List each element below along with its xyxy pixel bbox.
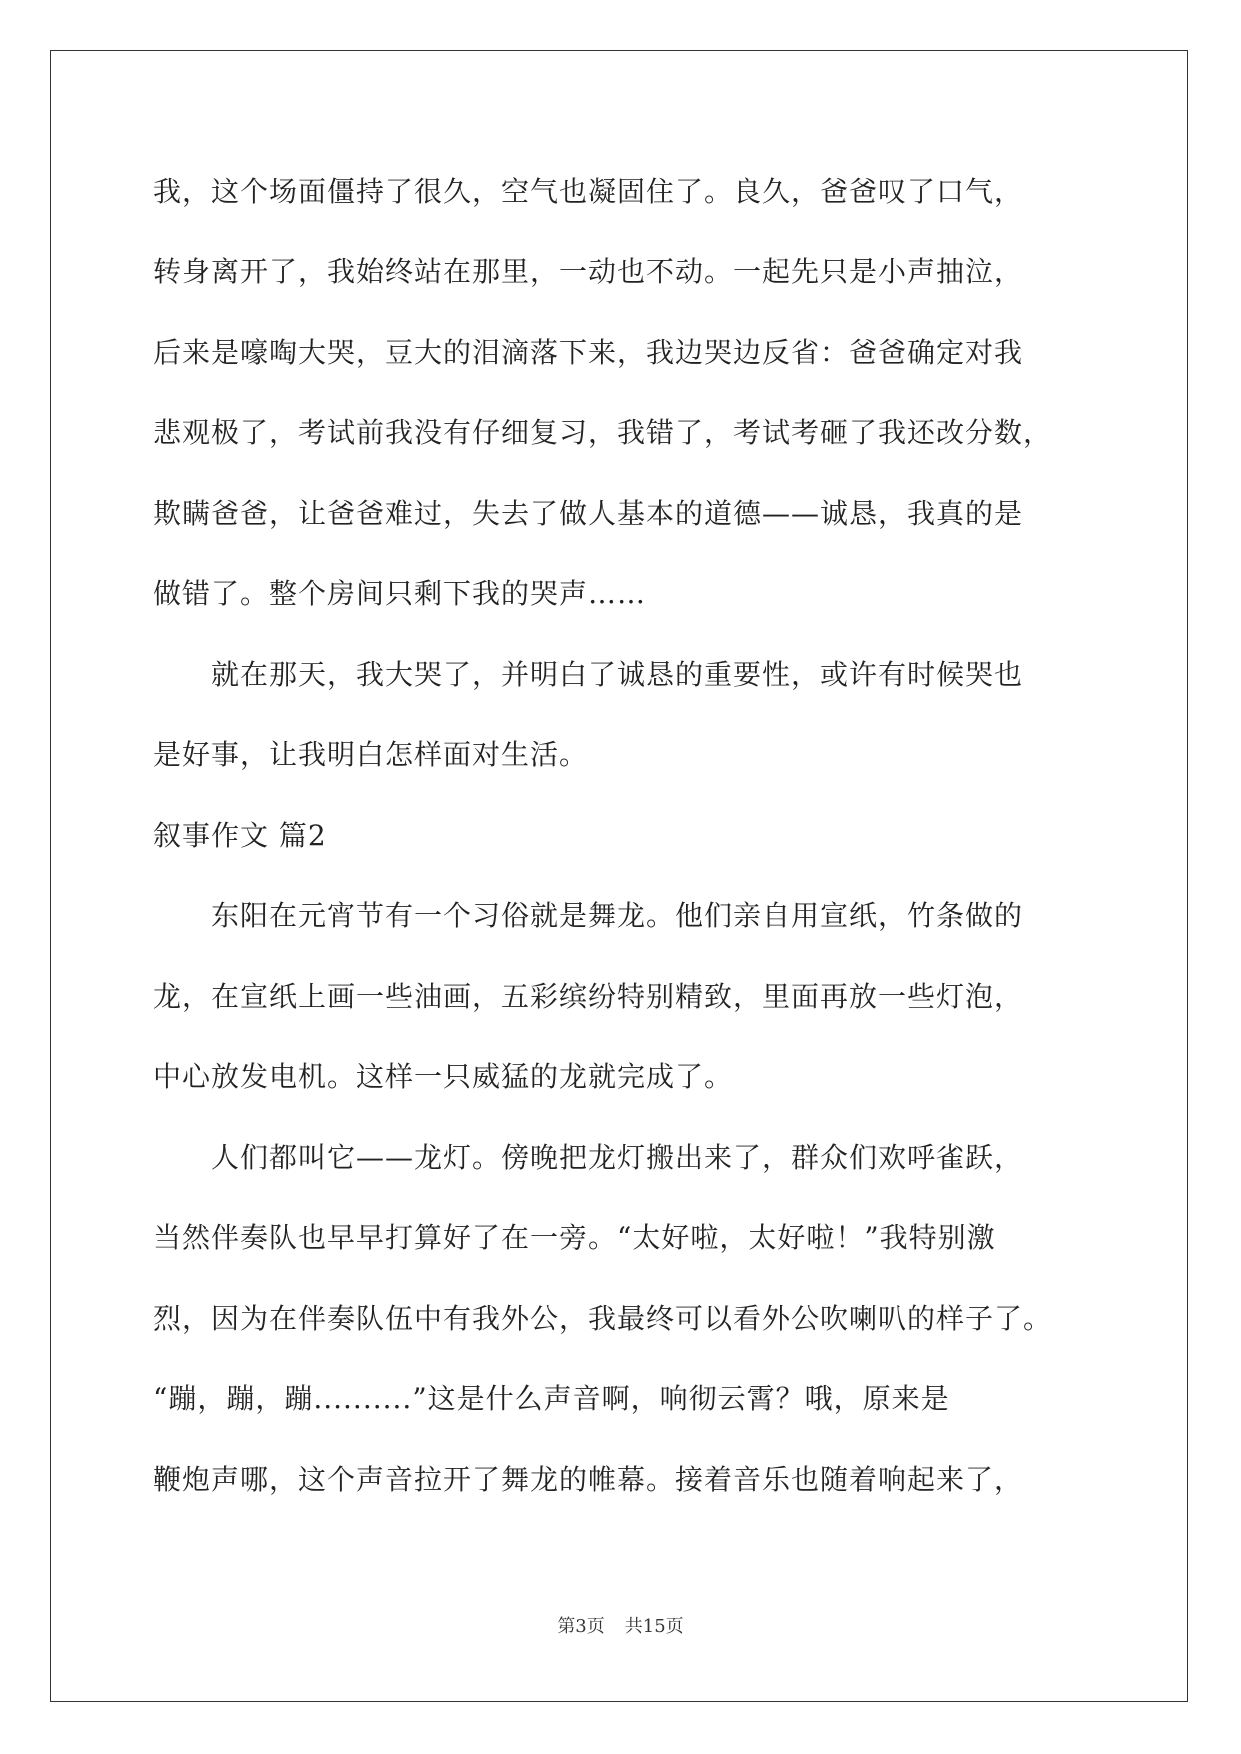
text-line-7: 就在那天，我大哭了，并明白了诚恳的重要性，或许有时候哭也 [211, 658, 1024, 691]
text-line-16: “蹦，蹦，蹦..........”这是什么声音啊，响彻云霄？哦，原来是 [153, 1382, 950, 1415]
section-heading: 叙事作文 篇2 [153, 819, 327, 852]
text-line-3: 后来是嚎啕大哭，豆大的泪滴落下来，我边哭边反省：爸爸确定对我 [153, 336, 1024, 369]
text-line-14: 当然伴奏队也早早打算好了在一旁。“太好啦，太好啦！”我特别激 [153, 1221, 996, 1254]
text-line-8: 是好事，让我明白怎样面对生活。 [153, 738, 589, 771]
text-line-12: 中心放发电机。这样一只威猛的龙就完成了。 [153, 1060, 734, 1093]
page-footer [0, 1612, 1241, 1638]
text-line-10: 东阳在元宵节有一个习俗就是舞龙。他们亲自用宣纸，竹条做的 [211, 899, 1024, 932]
text-line-1: 我，这个场面僵持了很久，空气也凝固住了。良久，爸爸叹了口气， [153, 175, 1024, 208]
text-line-11: 龙，在宣纸上画一些油画，五彩缤纷特别精致，里面再放一些灯泡， [153, 980, 1024, 1013]
text-line-15: 烈，因为在伴奏队伍中有我外公，我最终可以看外公吹喇叭的样子了。 [153, 1302, 1053, 1335]
text-line-5: 欺瞒爸爸，让爸爸难过，失去了做人基本的道德——诚恳，我真的是 [153, 497, 1024, 530]
page-number: 第3页 [557, 1616, 605, 1637]
text-line-13: 人们都叫它——龙灯。傍晚把龙灯搬出来了，群众们欢呼雀跃， [211, 1141, 1024, 1174]
page-total: 共15页 [624, 1616, 684, 1637]
page-border [50, 50, 1188, 1702]
text-line-6: 做错了。整个房间只剩下我的哭声…… [153, 577, 647, 610]
text-line-4: 悲观极了，考试前我没有仔细复习，我错了，考试考砸了我还改分数， [153, 416, 1053, 449]
text-line-17: 鞭炮声哪，这个声音拉开了舞龙的帷幕。接着音乐也随着响起来了， [153, 1463, 1024, 1496]
text-line-2: 转身离开了，我始终站在那里，一动也不动。一起先只是小声抽泣， [153, 255, 1024, 288]
